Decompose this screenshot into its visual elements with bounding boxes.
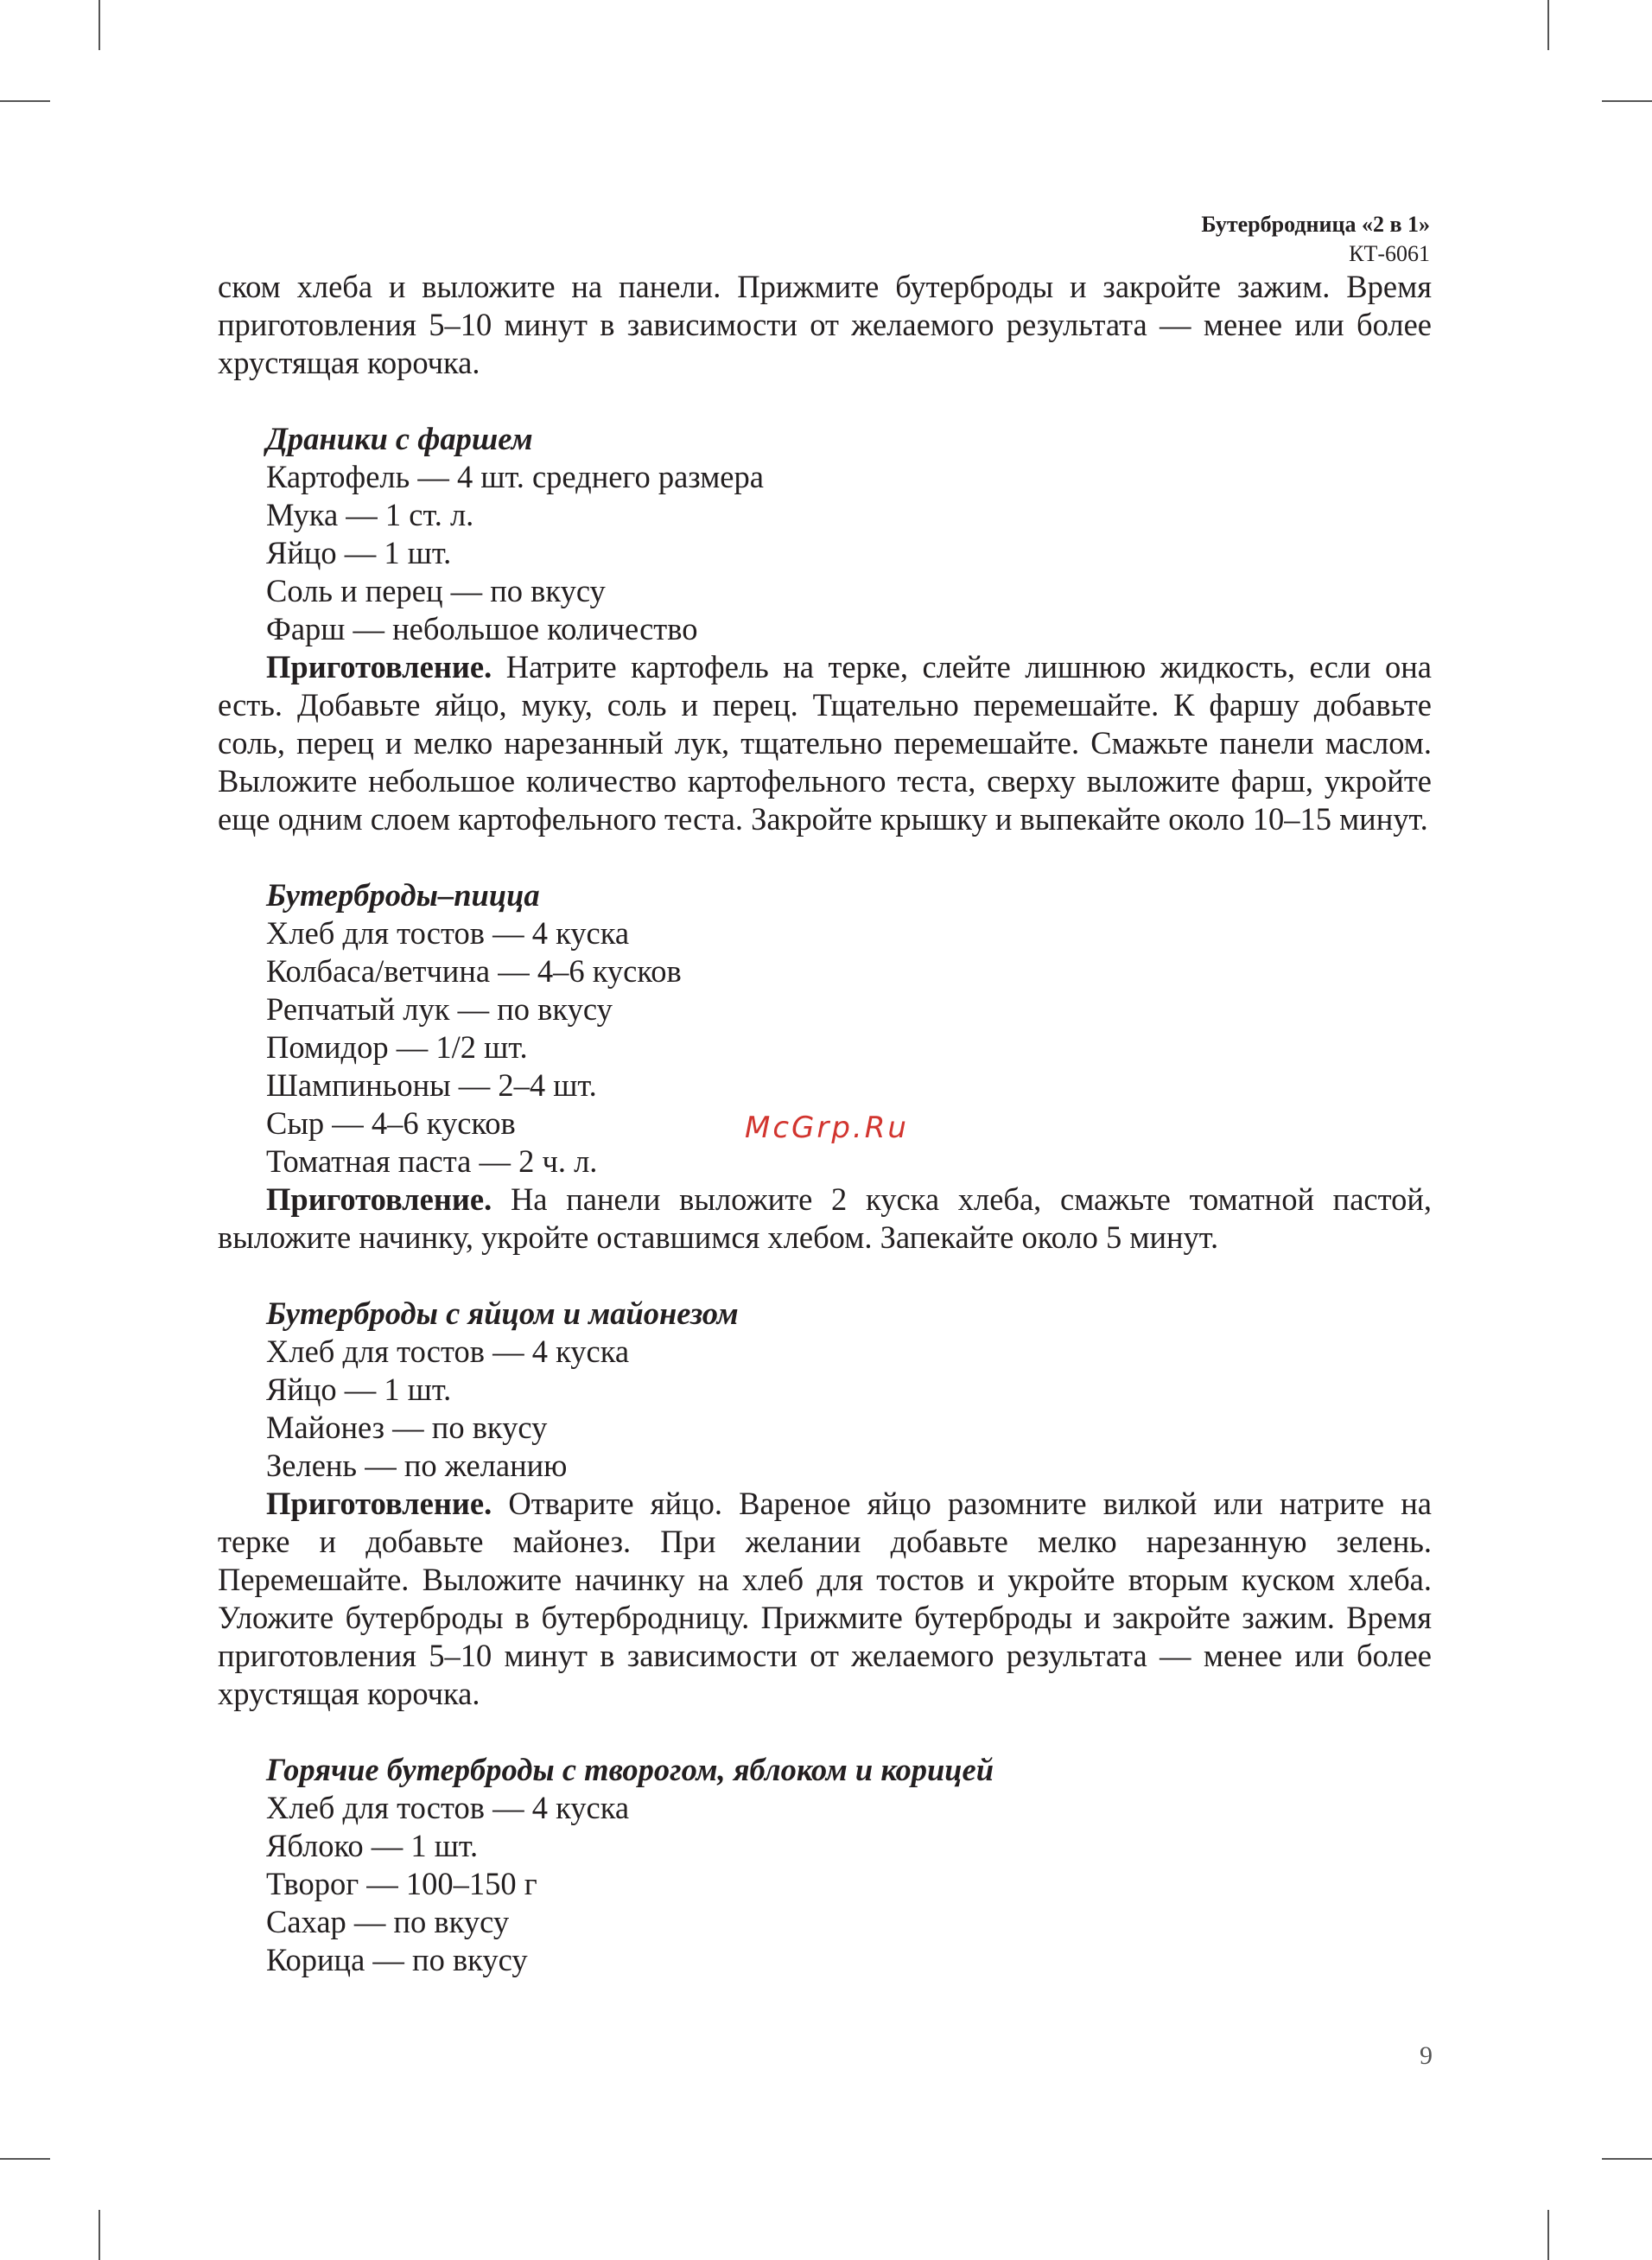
product-title: Бутербродница «2 в 1» xyxy=(1201,212,1430,237)
ingredient-item: Фарш — небольшое количество xyxy=(266,611,698,646)
recipe-title: Драники с фаршем xyxy=(266,421,533,456)
crop-mark-top-right xyxy=(1547,0,1549,50)
ingredient-item: Творог — 100–150 г xyxy=(266,1866,537,1901)
ingredient-list xyxy=(218,458,1432,648)
running-header xyxy=(1201,210,1430,269)
ingredient-item: Майонез — по вкусу xyxy=(266,1410,548,1445)
ingredient-item: Томатная паста — 2 ч. л. xyxy=(266,1143,598,1179)
ingredient-item: Яйцо — 1 шт. xyxy=(266,535,452,570)
ingredient-item: Картофель — 4 шт. среднего размера xyxy=(266,459,764,494)
recipe xyxy=(218,1295,1432,1713)
recipe-title: Горячие бутерброды с творогом, яблоком и корицей xyxy=(266,1752,994,1787)
ingredient-item: Яйцо — 1 шт. xyxy=(266,1372,452,1407)
crop-mark-left-bottom xyxy=(0,2158,50,2160)
crop-mark-left-top xyxy=(0,100,50,102)
ingredient-item: Хлеб для тостов — 4 куска xyxy=(266,915,630,951)
ingredient-item: Сыр — 4–6 кусков xyxy=(266,1105,516,1141)
ingredient-item: Хлеб для тостов — 4 куска xyxy=(266,1334,630,1369)
ingredient-item: Зелень — по желанию xyxy=(266,1448,568,1483)
recipe xyxy=(218,876,1432,1257)
recipe-title: Бутерброды с яйцом и майонезом xyxy=(266,1296,739,1331)
model-number: КТ-6061 xyxy=(1349,241,1430,266)
ingredient-item: Сахар — по вкусу xyxy=(266,1904,510,1939)
preparation-text: На панели выложите 2 куска хлеба, смажьте томатной пастой, выложите начинку, укройте оставшимся хлебом. Запекайте около 5 минут. xyxy=(218,1181,1432,1255)
ingredient-item: Репчатый лук — по вкусу xyxy=(266,991,613,1027)
crop-mark-right-top xyxy=(1602,100,1652,102)
crop-mark-bottom-left xyxy=(98,2210,100,2260)
preparation-paragraph xyxy=(218,648,1432,838)
crop-mark-bottom-right xyxy=(1547,2210,1549,2260)
intro-paragraph: ском хлеба и выложите на панели. Прижмите бутерброды и закройте зажим. Время приготовления 5–10 минут в зависимости от желаемого результата — менее или более хрустящая корочка. xyxy=(218,269,1432,380)
ingredient-item: Корица — по вкусу xyxy=(266,1942,528,1977)
page-number: 9 xyxy=(1420,2041,1433,2070)
preparation-text: Отварите яйцо. Вареное яйцо разомните вилкой или натрите на терке и добавьте майонез. При желании добавьте мелко нарезанную зелень. Перемешайте. Выложите начинку на хлеб для тостов и укройте вторым куском хлеба. Уложите бутерброды в бутербродницу. Прижмите бутерброды и закройте зажим. Время приготовления 5–10 минут в зависимости от желаемого результата — менее или более хрустящая корочка. xyxy=(218,1486,1433,1711)
preparation-label: Приготовление. xyxy=(266,649,492,684)
preparation-label: Приготовление. xyxy=(266,1486,492,1521)
preparation-label: Приготовление. xyxy=(266,1181,492,1217)
ingredient-item: Соль и перец — по вкусу xyxy=(266,573,606,608)
recipe-title: Бутерброды–пицца xyxy=(266,877,540,913)
ingredient-item: Колбаса/ветчина — 4–6 кусков xyxy=(266,953,682,989)
ingredient-item: Хлеб для тостов — 4 куска xyxy=(266,1790,630,1825)
preparation-paragraph xyxy=(218,1485,1432,1713)
crop-mark-right-bottom xyxy=(1602,2158,1652,2160)
preparation-text: Натрите картофель на терке, слейте лишнюю жидкость, если она есть. Добавьте яйцо, муку, соль и перец. Тщательно перемешайте. К фаршу добавьте соль, перец и мелко нарезанный лук, тщательно перемешайте. Смажьте панели маслом. Выложите небольшое количество картофельного теста, сверху выложите фарш, укройте еще одним слоем картофельного теста. Закройте крышку и выпекайте около 10–15 минут. xyxy=(218,649,1433,837)
ingredient-item: Шампиньоны — 2–4 шт. xyxy=(266,1067,597,1103)
ingredient-item: Яблоко — 1 шт. xyxy=(266,1828,479,1863)
preparation-paragraph xyxy=(218,1181,1432,1257)
ingredient-list xyxy=(218,1333,1432,1485)
ingredient-list xyxy=(218,1789,1432,1979)
crop-mark-top-left xyxy=(98,0,100,50)
recipe xyxy=(218,1751,1432,1979)
watermark-link[interactable]: McGrp.Ru xyxy=(745,1111,909,1145)
ingredient-item: Помидор — 1/2 шт. xyxy=(266,1029,528,1065)
recipe xyxy=(218,420,1432,838)
ingredient-item: Мука — 1 ст. л. xyxy=(266,497,474,532)
